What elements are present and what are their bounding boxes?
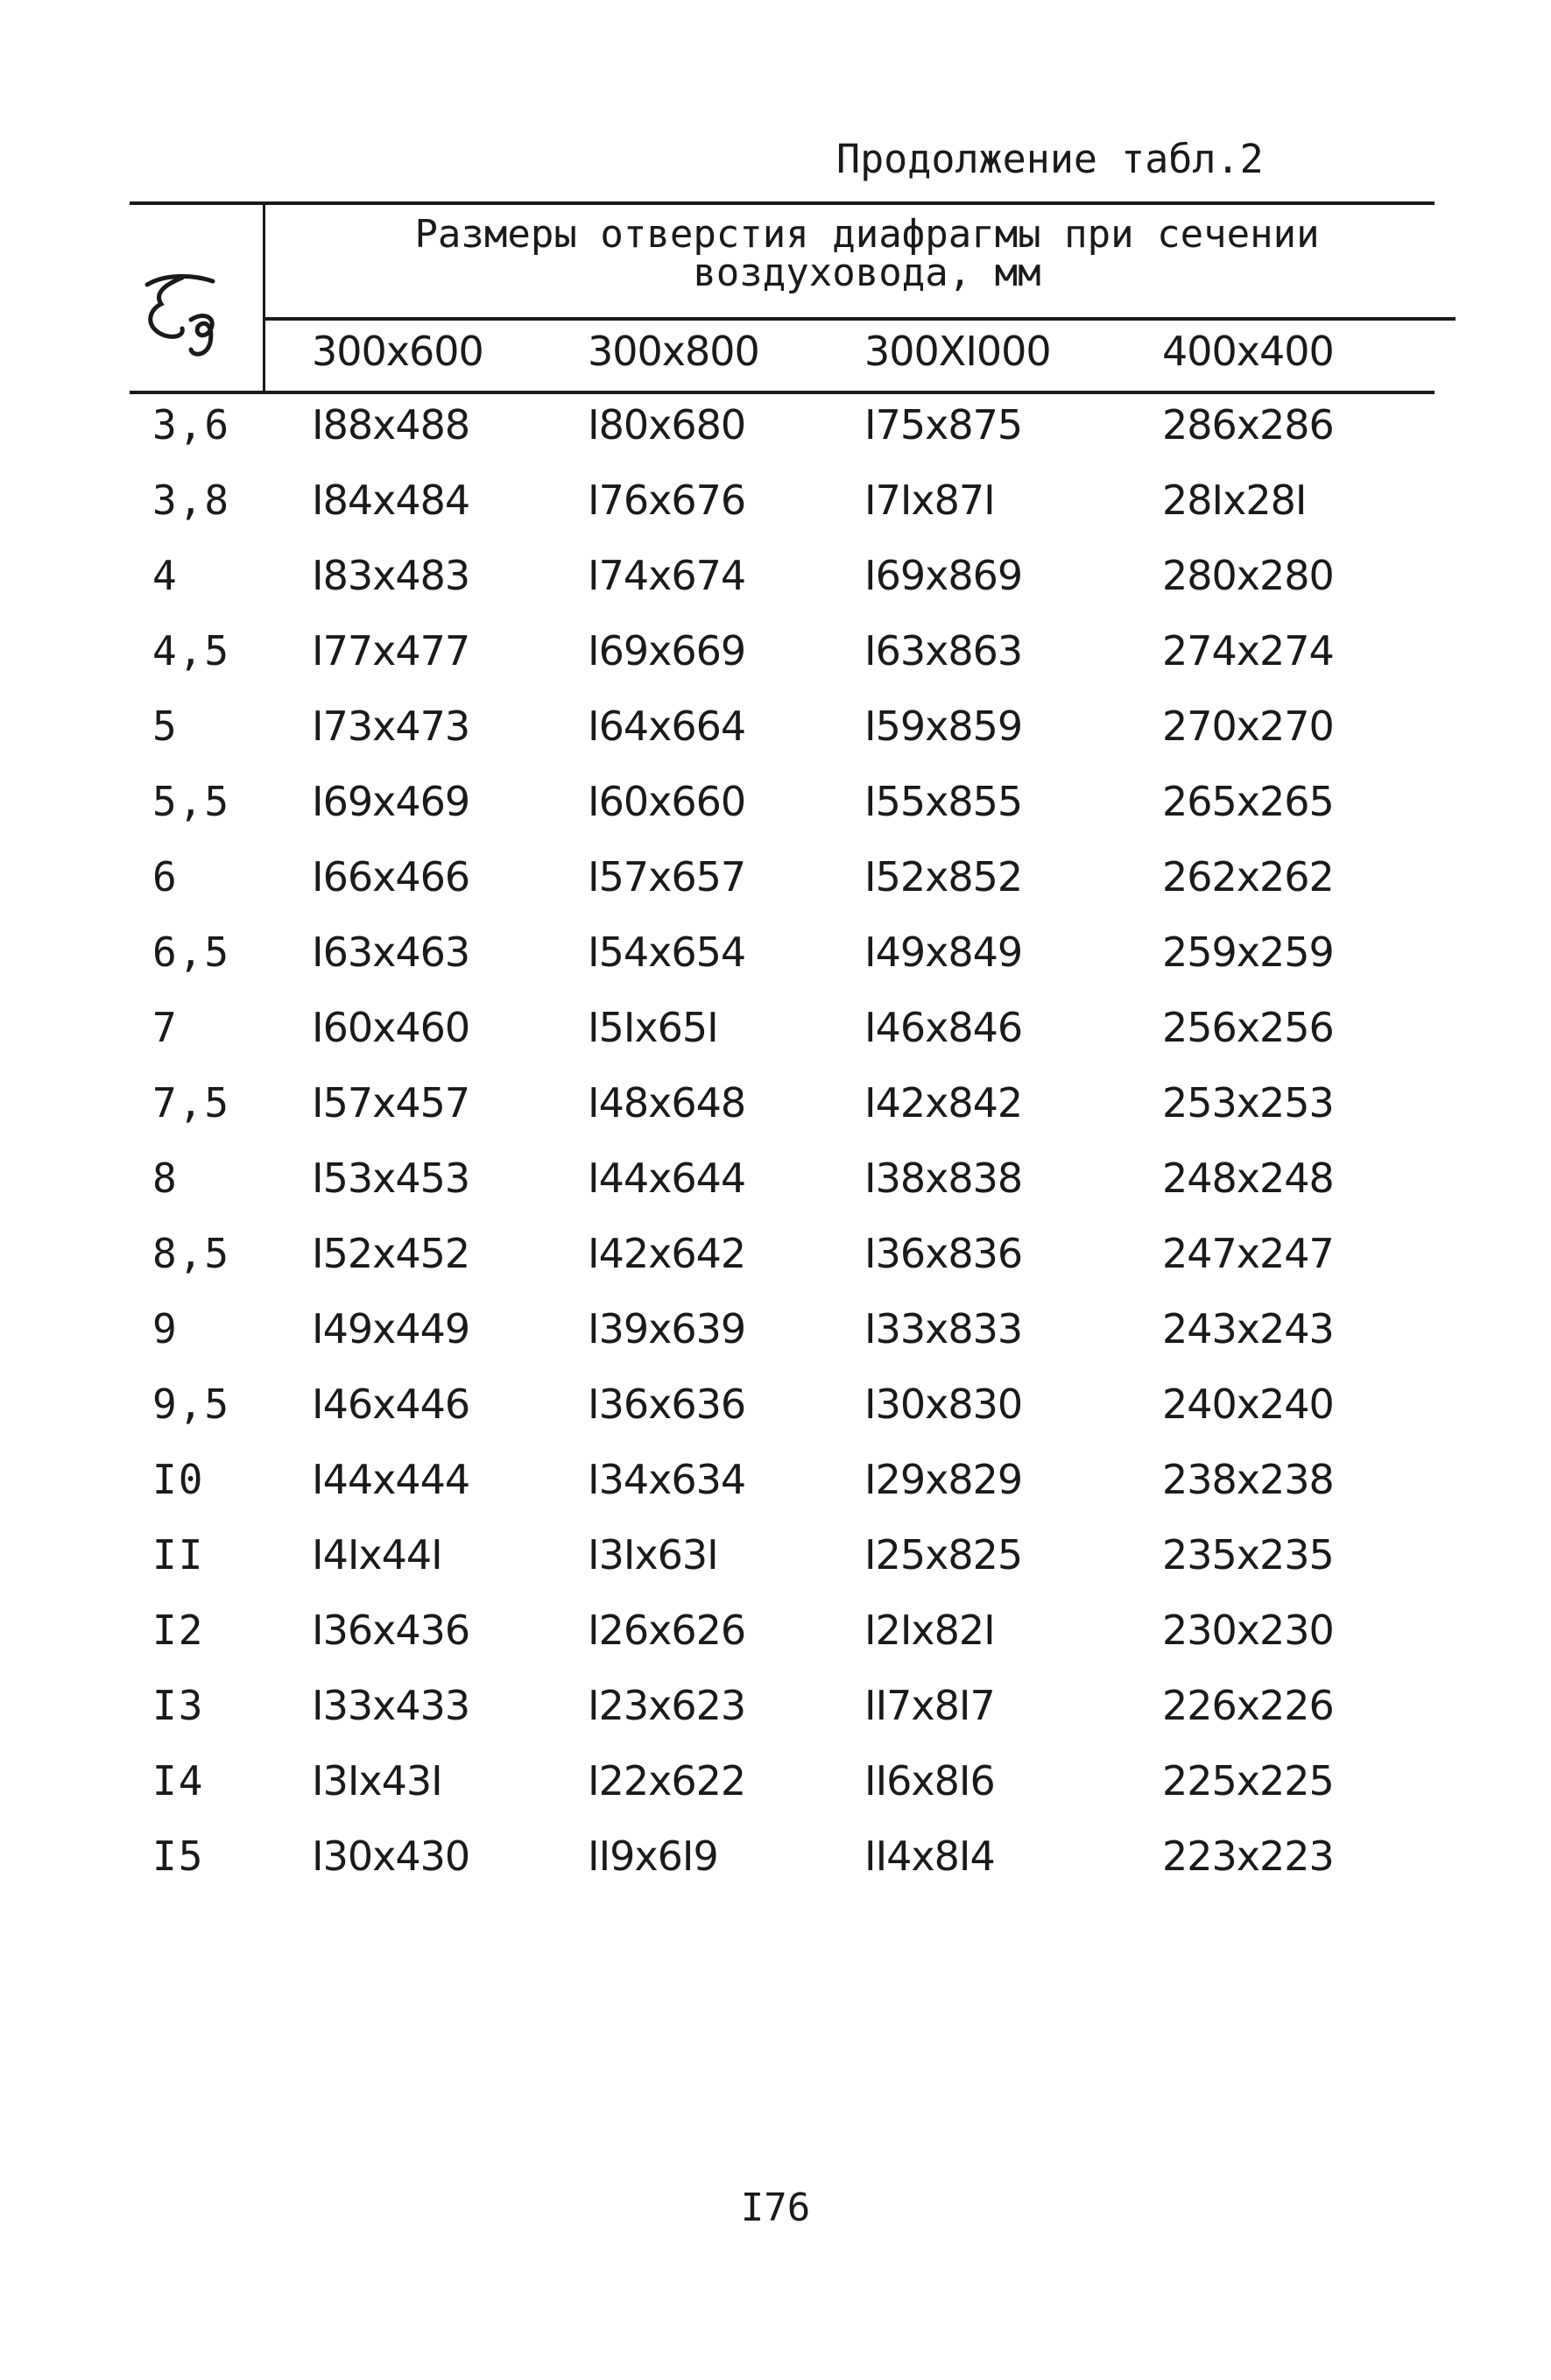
column-header-300x1000: 300XI000 <box>864 328 1051 375</box>
table-row <box>0 1155 1551 1230</box>
size-300x1000: I69x869 <box>864 552 1023 599</box>
header-title <box>263 212 1471 295</box>
table-row <box>0 552 1551 627</box>
size-300x800: I34x634 <box>588 1456 746 1503</box>
size-400x400: 262x262 <box>1162 853 1334 900</box>
size-300x1000: I36x836 <box>864 1230 1023 1277</box>
size-300x600: I60x460 <box>312 1004 470 1051</box>
size-300x600: I69x469 <box>312 778 470 825</box>
size-300x600: I77x477 <box>312 627 470 674</box>
size-300x1000: II7x8I7 <box>864 1682 995 1729</box>
table-row <box>0 627 1551 703</box>
size-400x400: 274x274 <box>1162 627 1334 674</box>
table-row <box>0 1531 1551 1607</box>
size-300x1000: I7Ix87I <box>864 477 995 524</box>
size-400x400: 253x253 <box>1162 1079 1334 1126</box>
table-row <box>0 1682 1551 1757</box>
size-300x800: I80x680 <box>588 401 746 448</box>
size-400x400: 238x238 <box>1162 1456 1334 1503</box>
table-top-rule <box>130 201 1435 205</box>
size-400x400: 235x235 <box>1162 1531 1334 1578</box>
xi-value: 4,5 <box>152 627 231 674</box>
size-300x600: I84x484 <box>312 477 470 524</box>
header-title-line2: воздуховода, мм <box>693 251 1041 295</box>
size-300x600: I46x446 <box>312 1381 470 1428</box>
size-300x600: I83x483 <box>312 552 470 599</box>
size-300x1000: I38x838 <box>864 1155 1023 1202</box>
size-300x800: I42x642 <box>588 1230 746 1277</box>
size-300x1000: I75x875 <box>864 401 1023 448</box>
size-300x800: I36x636 <box>588 1381 746 1428</box>
size-300x800: I74x674 <box>588 552 746 599</box>
xi-value: I4 <box>152 1757 205 1804</box>
table-row <box>0 1305 1551 1381</box>
size-300x800: I5Ix65I <box>588 1004 718 1051</box>
size-300x800: I23x623 <box>588 1682 746 1729</box>
table-row <box>0 1381 1551 1456</box>
xi-value: 3,6 <box>152 401 231 448</box>
xi-value: I2 <box>152 1607 205 1654</box>
xi-value: I3 <box>152 1682 205 1729</box>
size-300x1000: I25x825 <box>864 1531 1023 1578</box>
size-300x800: I76x676 <box>588 477 746 524</box>
header-sub-rule <box>264 317 1456 321</box>
size-300x600: I88x488 <box>312 401 470 448</box>
xi-value: 9,5 <box>152 1381 231 1428</box>
size-400x400: 223x223 <box>1162 1833 1334 1880</box>
xi-value: 8,5 <box>152 1230 231 1277</box>
table-row <box>0 853 1551 929</box>
header-bottom-rule <box>130 391 1435 394</box>
table-row <box>0 401 1551 477</box>
size-300x600: I3Ix43I <box>312 1757 442 1804</box>
size-400x400: 270x270 <box>1162 703 1334 750</box>
xi-value: 4 <box>152 552 179 599</box>
xi-value: I0 <box>152 1456 205 1503</box>
table-row <box>0 778 1551 853</box>
xi-value: 5 <box>152 703 179 750</box>
size-400x400: 230x230 <box>1162 1607 1334 1654</box>
xi-value: 3,8 <box>152 477 231 524</box>
size-300x800: I64x664 <box>588 703 746 750</box>
size-300x1000: II6x8I6 <box>864 1757 995 1804</box>
size-300x800: I44x644 <box>588 1155 746 1202</box>
size-400x400: 225x225 <box>1162 1757 1334 1804</box>
size-400x400: 247x247 <box>1162 1230 1334 1277</box>
size-300x1000: I52x852 <box>864 853 1023 900</box>
size-300x600: I30x430 <box>312 1833 470 1880</box>
table-caption: Продолжение табл.2 <box>836 136 1264 182</box>
size-400x400: 286x286 <box>1162 401 1334 448</box>
size-300x800: II9x6I9 <box>588 1833 718 1880</box>
size-400x400: 243x243 <box>1162 1305 1334 1352</box>
xi-value: 5,5 <box>152 778 231 825</box>
size-300x1000: II4x8I4 <box>864 1833 995 1880</box>
xi-value: II <box>152 1531 205 1578</box>
size-300x600: I49x449 <box>312 1305 470 1352</box>
table-row <box>0 1833 1551 1908</box>
size-400x400: 28Ix28I <box>1162 477 1307 524</box>
xi-value: I5 <box>152 1833 205 1880</box>
size-300x1000: I63x863 <box>864 627 1023 674</box>
size-300x600: I44x444 <box>312 1456 470 1503</box>
size-300x800: I39x639 <box>588 1305 746 1352</box>
table-row <box>0 1004 1551 1079</box>
size-400x400: 226x226 <box>1162 1682 1334 1729</box>
header-title-line1: Размеры отверстия диафрагмы при сечении <box>414 212 1320 257</box>
size-300x1000: I30x830 <box>864 1381 1023 1428</box>
size-300x1000: I2Ix82I <box>864 1607 995 1654</box>
size-300x600: I52x452 <box>312 1230 470 1277</box>
size-300x600: I73x473 <box>312 703 470 750</box>
size-300x600: I36x436 <box>312 1607 470 1654</box>
table-row <box>0 1230 1551 1305</box>
size-300x800: I54x654 <box>588 929 746 976</box>
xi-value: 6 <box>152 853 179 900</box>
size-300x800: I69x669 <box>588 627 746 674</box>
size-300x800: I57x657 <box>588 853 746 900</box>
size-300x1000: I55x855 <box>864 778 1023 825</box>
xi-value: 6,5 <box>152 929 231 976</box>
size-400x400: 248x248 <box>1162 1155 1334 1202</box>
size-300x800: I26x626 <box>588 1607 746 1654</box>
table-row <box>0 1757 1551 1833</box>
table-row <box>0 1607 1551 1682</box>
xi-symbol-handwritten <box>130 258 235 364</box>
page-number: I76 <box>740 2186 811 2230</box>
size-300x600: I53x453 <box>312 1155 470 1202</box>
size-300x1000: I46x846 <box>864 1004 1023 1051</box>
table-row <box>0 477 1551 552</box>
size-300x1000: I29x829 <box>864 1456 1023 1503</box>
size-300x600: I33x433 <box>312 1682 470 1729</box>
size-300x600: I66x466 <box>312 853 470 900</box>
size-400x400: 259x259 <box>1162 929 1334 976</box>
column-header-300x600: 300x600 <box>312 328 483 375</box>
xi-value: 7 <box>152 1004 179 1051</box>
table-row <box>0 703 1551 778</box>
table-row <box>0 1456 1551 1531</box>
size-400x400: 265x265 <box>1162 778 1334 825</box>
size-300x1000: I33x833 <box>864 1305 1023 1352</box>
size-300x800: I48x648 <box>588 1079 746 1126</box>
table-row <box>0 929 1551 1004</box>
table-row <box>0 1079 1551 1155</box>
size-300x1000: I59x859 <box>864 703 1023 750</box>
size-300x800: I22x622 <box>588 1757 746 1804</box>
xi-value: 8 <box>152 1155 179 1202</box>
size-300x600: I57x457 <box>312 1079 470 1126</box>
size-300x800: I60x660 <box>588 778 746 825</box>
xi-value: 9 <box>152 1305 179 1352</box>
column-header-300x800: 300x800 <box>588 328 759 375</box>
xi-value: 7,5 <box>152 1079 231 1126</box>
size-300x1000: I49x849 <box>864 929 1023 976</box>
size-400x400: 240x240 <box>1162 1381 1334 1428</box>
size-300x1000: I42x842 <box>864 1079 1023 1126</box>
size-400x400: 280x280 <box>1162 552 1334 599</box>
size-300x800: I3Ix63I <box>588 1531 718 1578</box>
size-300x600: I63x463 <box>312 929 470 976</box>
size-300x600: I4Ix44I <box>312 1531 442 1578</box>
column-header-400x400: 400x400 <box>1162 328 1334 375</box>
size-400x400: 256x256 <box>1162 1004 1334 1051</box>
